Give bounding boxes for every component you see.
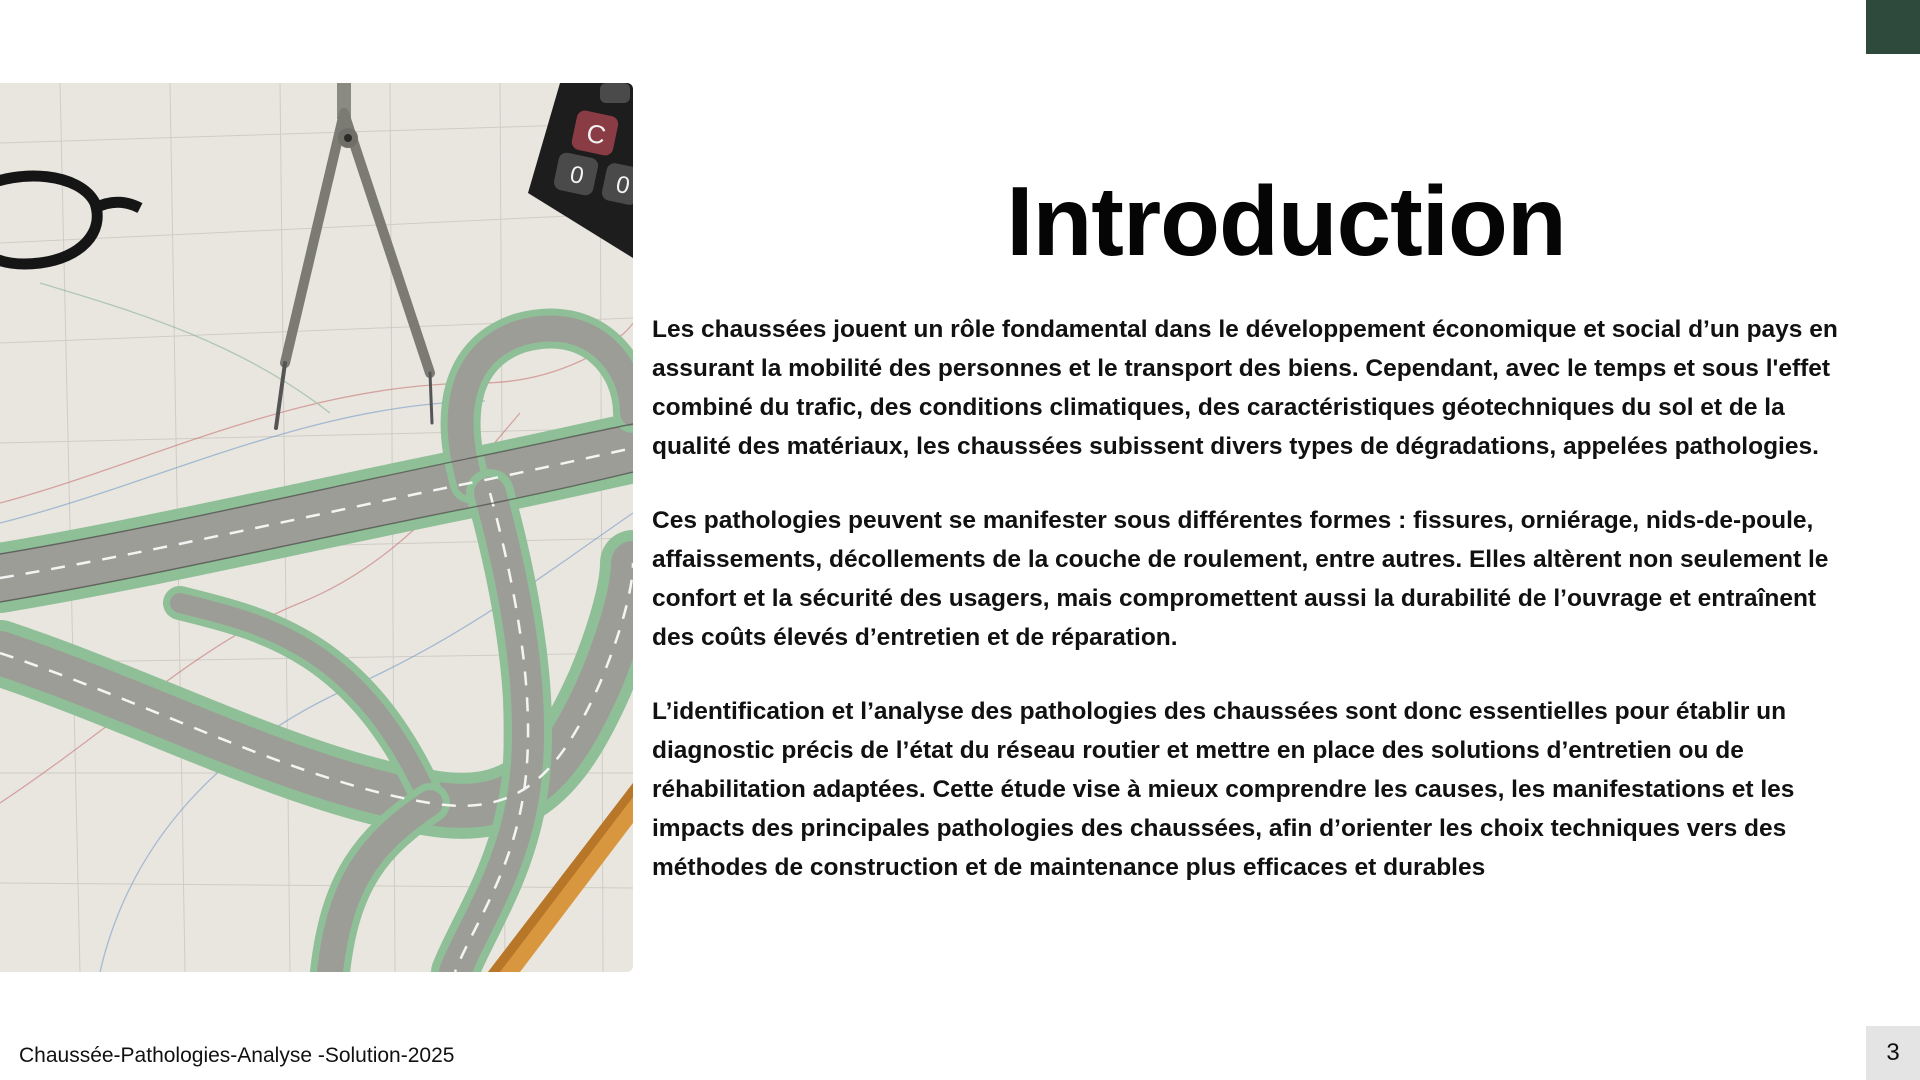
calculator-key-0b-label: 0: [613, 170, 633, 201]
body-paragraph: Ces pathologies peuvent se manifester sous différentes formes : fissures, orniérage, nids-de-poule, affaissements, décollements de la couche de roulement, entre autres. Elles altèrent non seulement le confort et la sécurité des usagers, mais compromettent aussi la durabilité de l’ouvrage et entraînent des coûts élevés d’entretien et de réparation.: [652, 507, 1829, 651]
road-interchange-illustration: [0, 83, 633, 972]
page-number-badge: 3: [1866, 1026, 1920, 1080]
slide-title: Introduction: [1006, 166, 1566, 276]
calculator-key-0-label: 0: [567, 160, 587, 191]
corner-accent: [1866, 0, 1920, 54]
footer-document-name: Chaussée-Pathologies-Analyse -Solution-2025: [19, 1044, 455, 1067]
body-paragraph: Les chaussées jouent un rôle fondamental dans le développement économique et social d’un pays en assurant la mobilité des personnes et le transport des biens. Cependant, avec le temps et sous l'effet combiné du trafic, des conditions climatiques, des caractéristiques géotechniques du sol et de la qualité des matériaux, les chaussées subissent divers types de dégradations, appelées pathologies.: [652, 316, 1838, 460]
slide-body: [652, 310, 1862, 922]
body-paragraph: L’identification et l’analyse des pathologies des chaussées sont donc essentielles pour établir un diagnostic précis de l’état du réseau routier et mettre en place des solutions d’entretien ou de réhabilitation adaptées. Cette étude vise à mieux comprendre les causes, les manifestations et les impacts des principales pathologies des chaussées, afin d’orienter les choix techniques vers des méthodes de construction et de maintenance plus efficaces et durables: [652, 698, 1795, 881]
calculator-key-c-label: C: [583, 117, 609, 151]
